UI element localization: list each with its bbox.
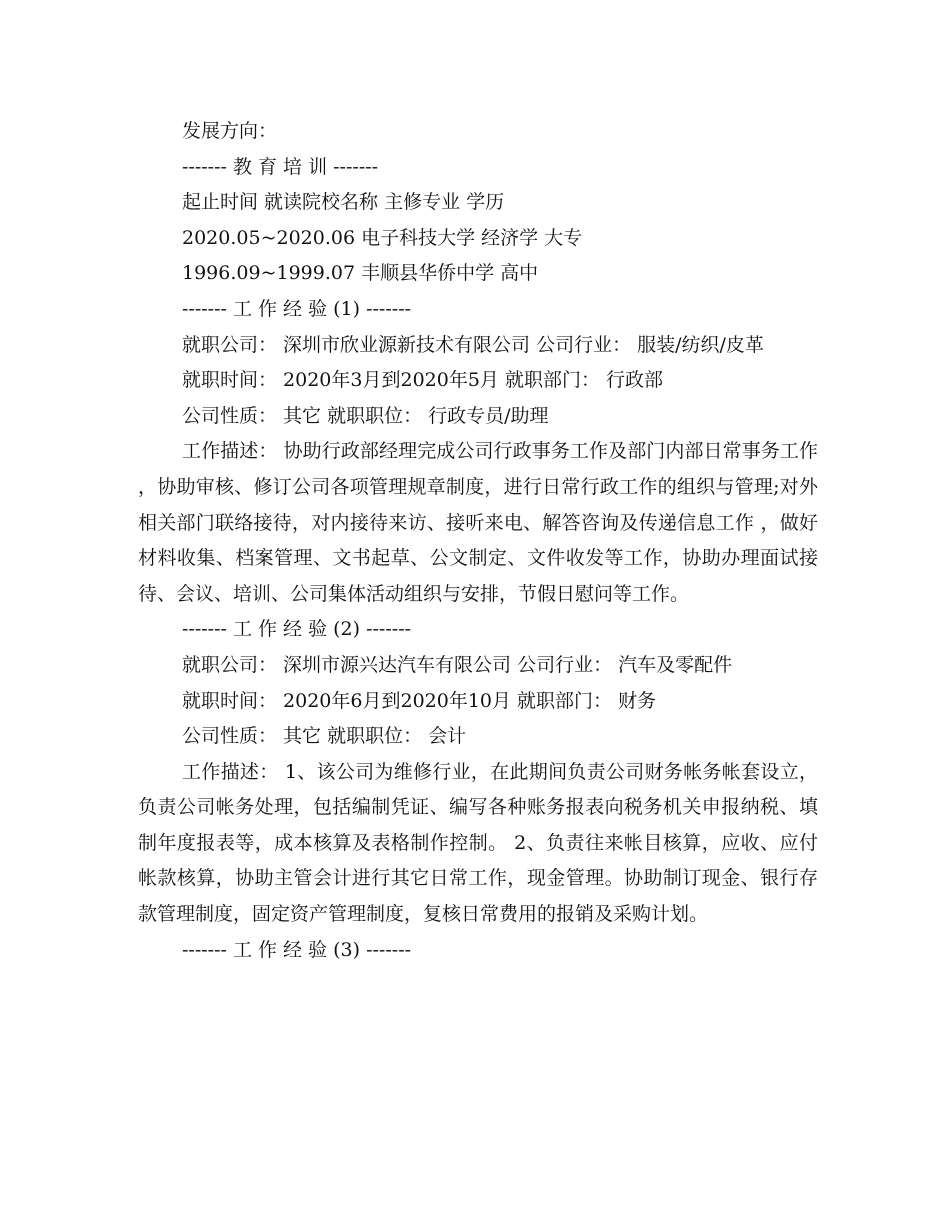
education-row: 1996.09~1999.07 丰顺县华侨中学 高中	[182, 262, 539, 285]
job-description: 工作描述： 1、该公司为维修行业，在此期间负责公司财务帐务帐套设立，负责公司帐务处理，包括编制凭证、编写各种账务报表向税务机关申报纳税、填制年度报表等，成本核算及表格制作控制。 2、负责往来帐目核算，应收、应付帐款核算，协助主管会计进行其它日常工作，现金管理。协助制订现金、银行存款管理制度，固定资产管理制度，复核日常费用的报销及采购计划。	[138, 760, 818, 926]
job-time-line: 就职时间： 2020年6月到2020年10月 就职部门： 财务	[182, 689, 657, 712]
job-time-line: 就职时间： 2020年3月到2020年5月 就职部门： 行政部	[182, 369, 664, 392]
work-experience-heading: ------- 工 作 经 验 (3) -------	[182, 938, 412, 961]
development-direction-label: 发展方向：	[182, 120, 278, 142]
job-company-line: 就职公司： 深圳市源兴达汽车有限公司 公司行业： 汽车及零配件	[182, 653, 733, 676]
education-section-heading: ------- 教 育 培 训 -------	[182, 155, 379, 178]
education-row: 2020.05~2020.06 电子科技大学 经济学 大专	[182, 226, 583, 249]
job-description: 工作描述： 协助行政部经理完成公司行政事务工作及部门内部日常事务工作，协助审核、修订公司各项管理规章制度，进行日常行政工作的组织与管理;对外相关部门联络接待，对内接待来访、接听来电、解答咨询及传递信息工作 ，做好材料收集、档案管理、文书起草、公文制定、文件收发等工作，协助办理面试接待、会议、培训、公司集体活动组织与安排，节假日慰问等工作。	[138, 440, 818, 605]
resume-content	[138, 114, 818, 968]
job-nature-line: 公司性质： 其它 就职职位： 行政专员/助理	[182, 404, 549, 427]
work-experience-heading: ------- 工 作 经 验 (2) -------	[182, 618, 412, 641]
education-table-header: 起止时间 就读院校名称 主修专业 学历	[182, 191, 505, 214]
work-experience-heading: ------- 工 作 经 验 (1) -------	[182, 297, 412, 320]
job-nature-line: 公司性质： 其它 就职职位： 会计	[182, 725, 467, 748]
job-company-line: 就职公司： 深圳市欣业源新技术有限公司 公司行业： 服装/纺织/皮革	[182, 333, 764, 356]
